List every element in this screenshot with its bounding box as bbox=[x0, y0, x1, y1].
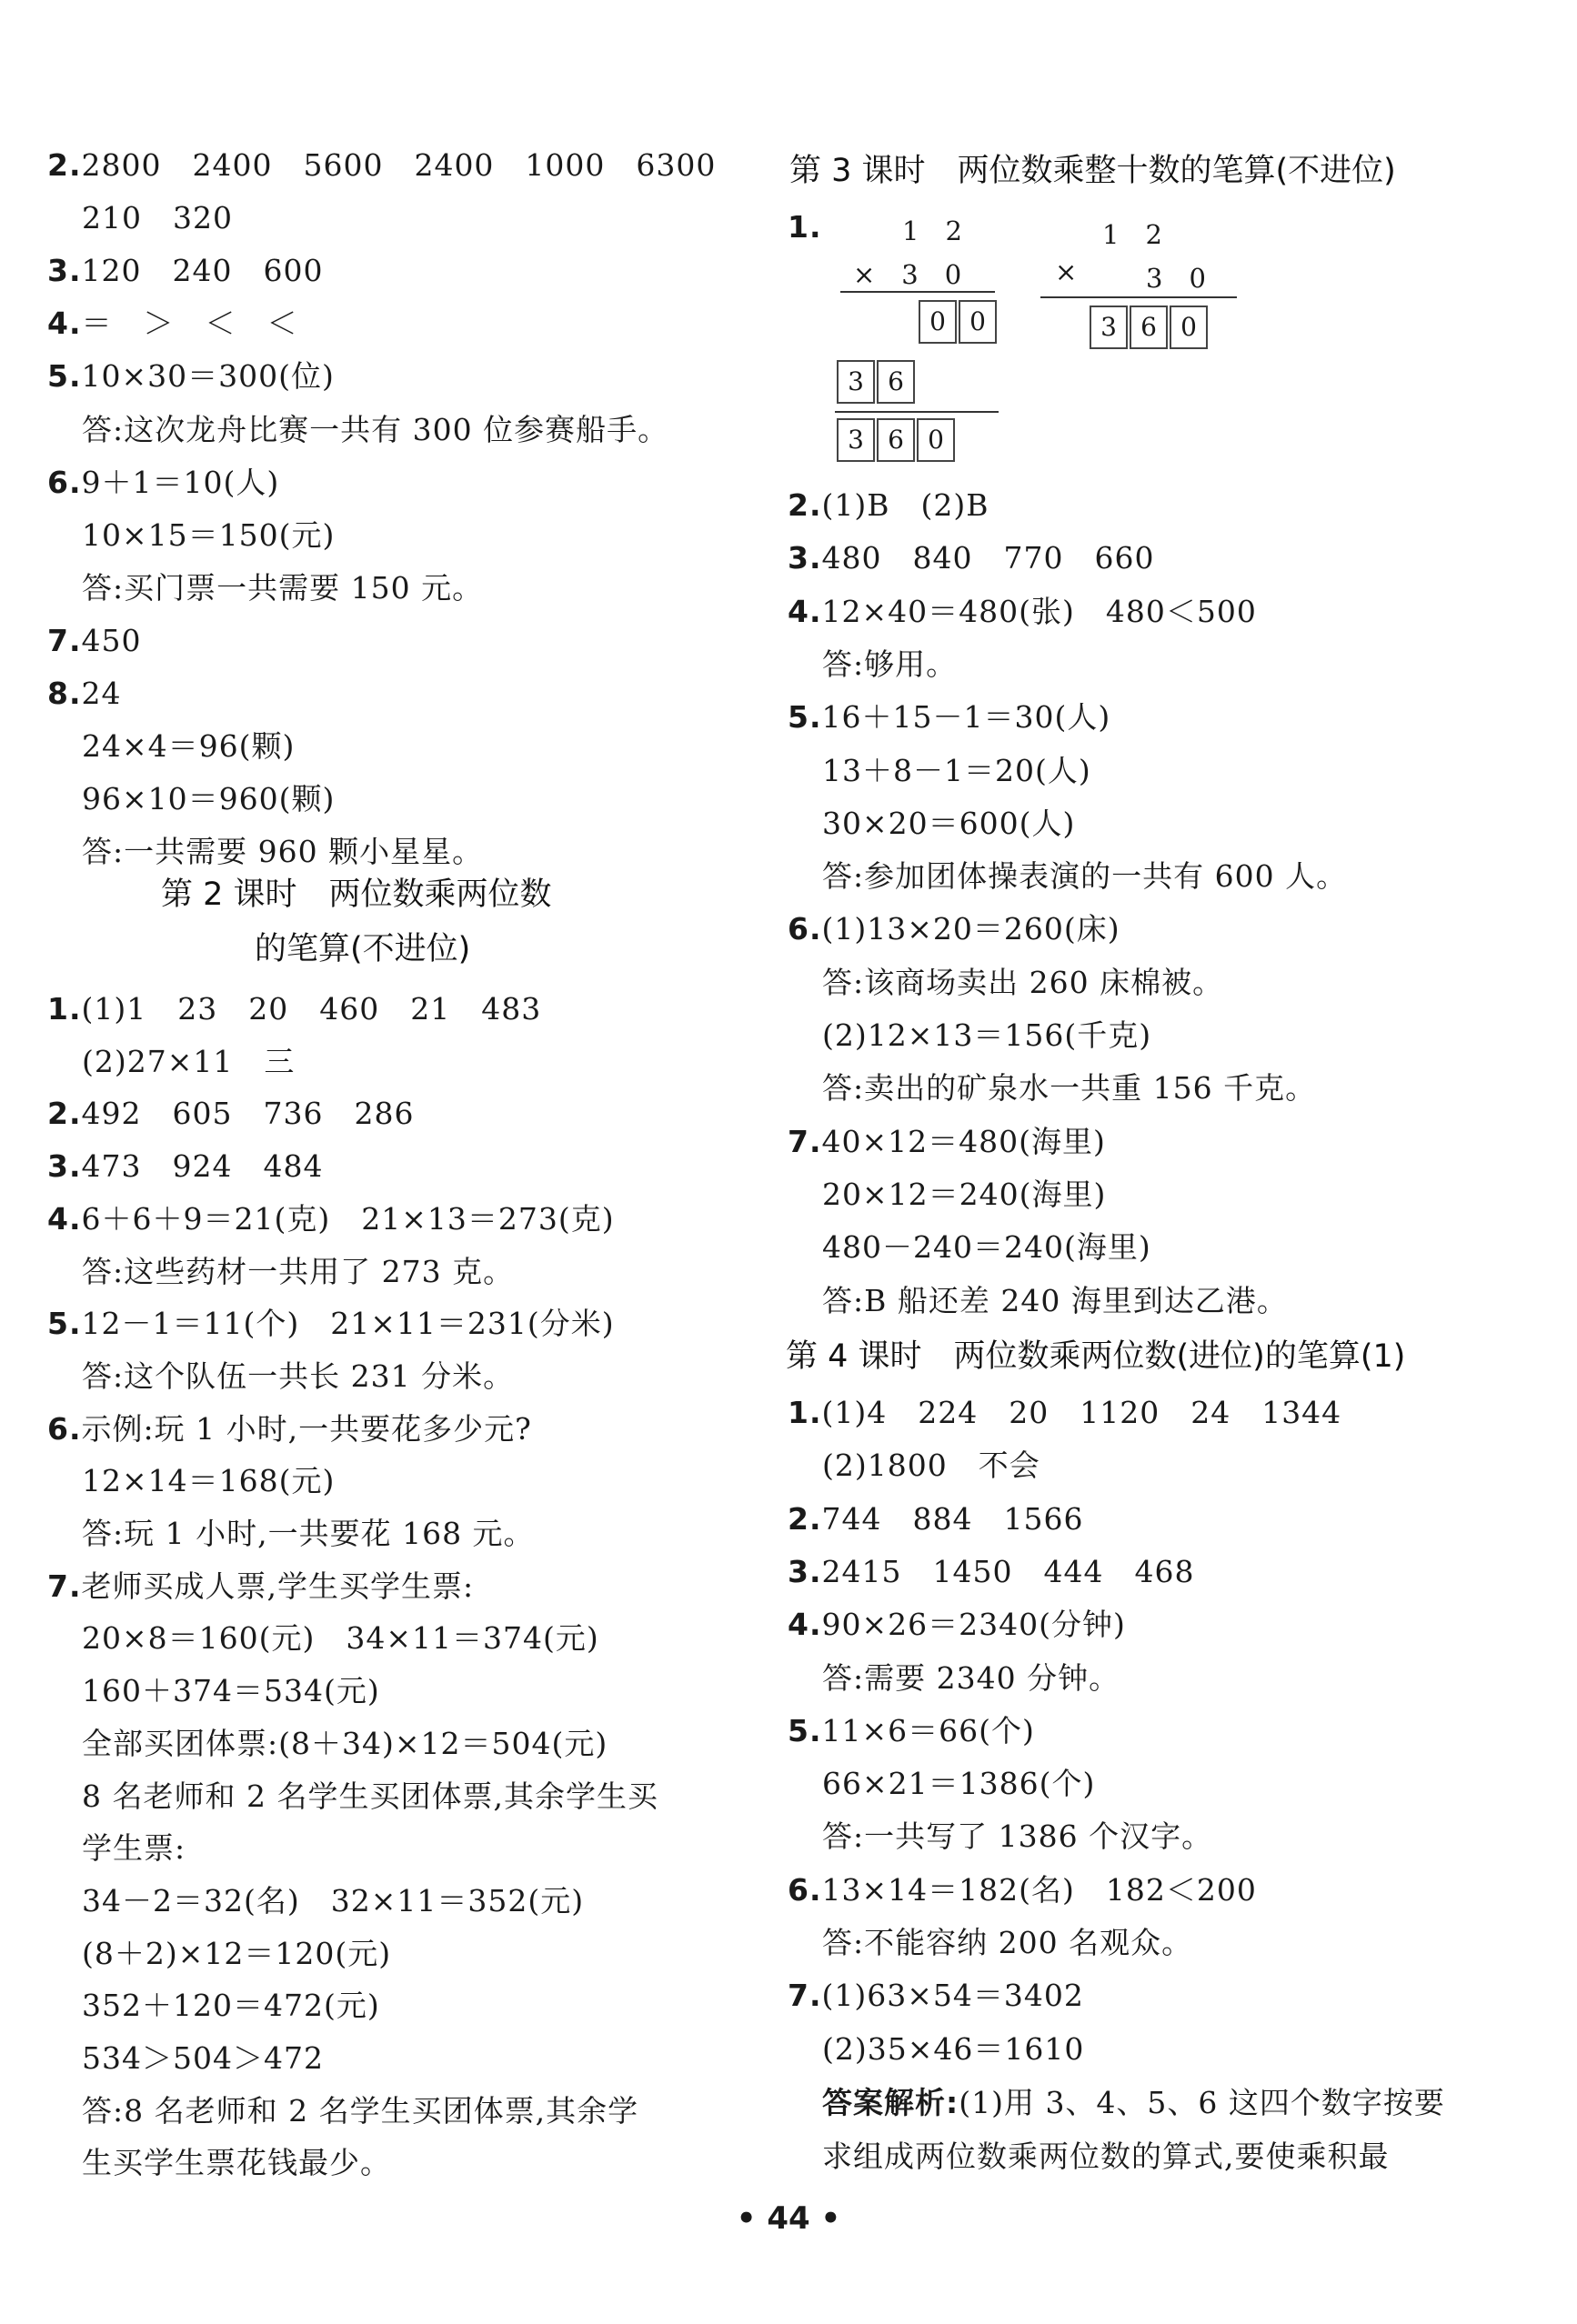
answer-text: 210 320 bbox=[82, 200, 233, 236]
answer-text: (1)63×54＝3402 bbox=[821, 1978, 1084, 2014]
calc1-rule-1 bbox=[840, 291, 995, 293]
answer-line bbox=[82, 412, 668, 448]
calc2-mult: 3 0 bbox=[1146, 263, 1206, 294]
answer-line bbox=[47, 147, 716, 184]
calc2-result-box: 3 bbox=[1090, 306, 1128, 349]
answer-line bbox=[82, 1726, 608, 1762]
answer-text: 34－2＝32(名) 32×11＝352(元) bbox=[82, 1882, 585, 1918]
calc1-top: 1 2 bbox=[902, 215, 962, 246]
answer-text: 160＋374＝534(元) bbox=[82, 1673, 380, 1709]
question-number: 5. bbox=[788, 1712, 822, 1748]
calc1-result-box: 6 bbox=[877, 418, 915, 462]
answer-text: (1)4 224 20 1120 24 1344 bbox=[821, 1395, 1342, 1430]
answer-text: 答:玩 1 小时,一共要花 168 元。 bbox=[82, 1516, 535, 1551]
answer-line bbox=[82, 1936, 391, 1972]
answer-line bbox=[788, 1978, 1084, 2014]
answer-text: 9＋1＝10(人) bbox=[81, 464, 280, 500]
answer-line bbox=[82, 2093, 638, 2129]
answer-line bbox=[82, 1883, 584, 1919]
answer-line bbox=[822, 2031, 1084, 2068]
answer-text: 24×4＝96(颗) bbox=[82, 728, 296, 765]
answer-line bbox=[788, 1713, 1035, 1749]
question-number: 3. bbox=[788, 540, 822, 576]
question-number: 2. bbox=[47, 1096, 82, 1132]
answer-line bbox=[82, 1778, 658, 1815]
answer-line bbox=[82, 2040, 324, 2077]
answer-line bbox=[82, 834, 483, 870]
answer-text: 13×14＝182(名) 182＜200 bbox=[821, 1871, 1257, 1908]
answer-line bbox=[822, 965, 1223, 1001]
answer-text: 20×8＝160(元) 34×11＝374(元) bbox=[82, 1620, 599, 1657]
answer-line bbox=[82, 1988, 380, 2024]
answer-line bbox=[788, 1395, 1341, 1431]
answer-text: 66×21＝1386(个) bbox=[822, 1766, 1096, 1802]
calc1-row2-box: 6 bbox=[877, 360, 915, 404]
answer-text: 答:B 船还差 240 海里到达乙港。 bbox=[822, 1282, 1288, 1318]
calc1-result-box: 3 bbox=[837, 418, 875, 462]
answer-text: 答:8 名老师和 2 名学生买团体票,其余学 bbox=[82, 2092, 639, 2129]
calc2-sign: × bbox=[1055, 256, 1078, 287]
calc1-row1-box: 0 bbox=[959, 300, 997, 344]
answer-text: 答:该商场卖出 260 床棉被。 bbox=[822, 964, 1224, 1000]
answer-line bbox=[788, 911, 1120, 947]
answer-text: 12×40＝480(张) 480＜500 bbox=[821, 593, 1257, 629]
answer-text: (2)35×46＝1610 bbox=[822, 2030, 1085, 2067]
question-number: 5. bbox=[788, 699, 822, 736]
question-number: 7. bbox=[47, 622, 82, 658]
answer-line bbox=[47, 676, 122, 712]
answer-line bbox=[82, 781, 335, 817]
answer-line bbox=[822, 1660, 1120, 1697]
answer-line bbox=[47, 991, 541, 1027]
answer-line bbox=[822, 753, 1091, 789]
answer-text: 12－1＝11(个) 21×11＝231(分米) bbox=[81, 1306, 615, 1342]
question-number: 4. bbox=[788, 593, 822, 629]
answer-text: (1)13×20＝260(床) bbox=[821, 911, 1120, 947]
answer-line bbox=[822, 858, 1347, 895]
answer-text: (1)B (2)B bbox=[821, 487, 989, 523]
answer-line bbox=[788, 1872, 1257, 1908]
answer-line bbox=[788, 1554, 1194, 1590]
answer-line bbox=[822, 1447, 1040, 1484]
calc1-row1-box: 0 bbox=[919, 300, 957, 344]
question-number: 1. bbox=[788, 1395, 822, 1430]
answer-line bbox=[822, 1766, 1095, 1802]
answer-text: (2)1800 不会 bbox=[822, 1447, 1040, 1484]
answer-line bbox=[822, 646, 957, 683]
calc2-top: 1 2 bbox=[1102, 219, 1162, 250]
calc1-rule-2 bbox=[835, 411, 999, 413]
question-number: 4. bbox=[47, 1200, 82, 1237]
question-number: 5. bbox=[47, 1306, 82, 1342]
answer-line bbox=[82, 1673, 380, 1709]
answer-line bbox=[47, 1201, 615, 1237]
answer-text: 学生票: bbox=[82, 1830, 186, 1867]
answer-line bbox=[822, 1070, 1316, 1107]
answer-line bbox=[47, 1148, 323, 1185]
answer-text: 8 名老师和 2 名学生买团体票,其余学生买 bbox=[82, 1778, 658, 1814]
answer-text: 答:卖出的矿泉水一共重 156 千克。 bbox=[822, 1070, 1317, 1107]
answer-text: (1)1 23 20 460 21 483 bbox=[81, 991, 542, 1027]
answer-text: 答:需要 2340 分钟。 bbox=[822, 1659, 1120, 1696]
answer-line bbox=[82, 1358, 514, 1395]
vertical-calc-2 bbox=[1039, 211, 1248, 366]
question-number: 4. bbox=[47, 306, 82, 342]
answer-text: (8＋2)×12＝120(元) bbox=[82, 1935, 392, 1971]
answer-line bbox=[82, 1254, 514, 1290]
answer-line bbox=[788, 1607, 1126, 1643]
answer-text: 2415 1450 444 468 bbox=[821, 1553, 1195, 1589]
answer-line bbox=[82, 517, 335, 554]
calc2-rule bbox=[1040, 296, 1237, 298]
question-number: 7. bbox=[788, 1978, 822, 2014]
answer-text: 生买学生票花钱最少。 bbox=[82, 2145, 391, 2181]
analysis-line-2: 求组成两位数乘两位数的算式,要使乘积最 bbox=[822, 2139, 1390, 2174]
answer-line bbox=[788, 487, 989, 524]
question-1-number: 1. bbox=[788, 209, 822, 245]
page-number: • 44 • bbox=[736, 2200, 841, 2237]
answer-text: 答:一共需要 960 颗小星星。 bbox=[82, 834, 484, 870]
answer-line bbox=[822, 1177, 1106, 1213]
question-number: 3. bbox=[47, 253, 82, 289]
answer-line bbox=[822, 1925, 1192, 1961]
answer-line bbox=[47, 1306, 615, 1342]
calc1-mult: × 3 0 bbox=[853, 259, 962, 290]
answer-line bbox=[47, 1411, 532, 1447]
calc1-result-box: 0 bbox=[917, 418, 955, 462]
answer-text: 答:一共写了 1386 个汉字。 bbox=[822, 1818, 1213, 1855]
lesson3-title: 第 3 课时 两位数乘整十数的笔算(不进位) bbox=[789, 153, 1396, 189]
answer-line bbox=[47, 253, 323, 289]
answer-line bbox=[82, 570, 483, 606]
answer-text: 13＋8－1＝20(人) bbox=[822, 752, 1091, 788]
answer-text: 492 605 736 286 bbox=[81, 1096, 415, 1132]
question-number: 8. bbox=[47, 676, 82, 711]
answer-text: 全部买团体票:(8＋34)×12＝504(元) bbox=[82, 1725, 608, 1761]
answer-line bbox=[47, 1096, 414, 1132]
answer-text: 示例:玩 1 小时,一共要花多少元? bbox=[81, 1410, 532, 1447]
answer-line bbox=[82, 1620, 599, 1657]
answer-line bbox=[822, 1818, 1212, 1855]
answer-text: 老师买成人票,学生买学生票: bbox=[81, 1568, 475, 1604]
analysis-label: 答案解析: bbox=[822, 2085, 959, 2120]
question-number: 2. bbox=[47, 147, 82, 183]
answer-text: 480 840 770 660 bbox=[821, 540, 1155, 576]
lesson2-title-line2: 的笔算(不进位) bbox=[255, 931, 471, 967]
answer-text: 2800 2400 5600 2400 1000 6300 bbox=[81, 147, 717, 183]
answer-line bbox=[822, 1229, 1151, 1266]
question-number: 6. bbox=[47, 1410, 82, 1447]
question-number: 3. bbox=[47, 1148, 82, 1185]
answer-line bbox=[788, 1124, 1106, 1160]
answer-text: 473 924 484 bbox=[81, 1148, 324, 1185]
answer-line bbox=[82, 728, 295, 765]
answer-line bbox=[47, 1568, 474, 1605]
question-number: 2. bbox=[788, 487, 822, 523]
answer-text: 480－240＝240(海里) bbox=[822, 1229, 1151, 1266]
calc1-row2-box: 3 bbox=[837, 360, 875, 404]
answer-text: 744 884 1566 bbox=[821, 1500, 1084, 1537]
answer-line bbox=[82, 1463, 335, 1499]
answer-text: 答:够用。 bbox=[822, 646, 958, 682]
answer-line bbox=[47, 358, 335, 395]
answer-line bbox=[788, 699, 1110, 736]
question-number: 6. bbox=[788, 911, 822, 947]
answer-text: 450 bbox=[81, 622, 142, 658]
answer-text: 120 240 600 bbox=[81, 253, 324, 289]
question-number: 3. bbox=[788, 1553, 822, 1589]
vertical-calc-1 bbox=[833, 207, 1015, 471]
answer-text: 16＋15－1＝30(人) bbox=[821, 699, 1111, 736]
answer-line bbox=[82, 1516, 535, 1552]
calc2-result-box: 0 bbox=[1170, 306, 1208, 349]
answer-text: (2)12×13＝156(千克) bbox=[822, 1017, 1152, 1053]
answer-text: 答:这次龙舟比赛一共有 300 位参赛船手。 bbox=[82, 411, 669, 447]
question-number: 6. bbox=[47, 464, 82, 500]
lesson2-title-line1: 第 2 课时 两位数乘两位数 bbox=[161, 877, 552, 913]
question-number: 2. bbox=[788, 1500, 822, 1537]
answer-text: 10×30＝300(位) bbox=[81, 358, 335, 395]
analysis-text-1: (1)用 3、4、5、6 这四个数字按要 bbox=[959, 2085, 1445, 2120]
question-number: 5. bbox=[47, 358, 82, 395]
answer-text: 90×26＝2340(分钟) bbox=[821, 1607, 1126, 1643]
answer-line bbox=[822, 1017, 1151, 1054]
question-number: 1. bbox=[47, 991, 82, 1027]
answer-line bbox=[47, 623, 142, 659]
answer-text: 10×15＝150(元) bbox=[82, 516, 336, 553]
calc2-result-box: 6 bbox=[1130, 306, 1168, 349]
answer-line bbox=[82, 2145, 391, 2181]
answer-line bbox=[788, 594, 1257, 630]
answer-line bbox=[47, 465, 279, 501]
answer-text: 40×12＝480(海里) bbox=[821, 1123, 1106, 1159]
answer-line bbox=[788, 1501, 1083, 1538]
answer-text: 11×6＝66(个) bbox=[821, 1712, 1035, 1748]
answer-line bbox=[822, 1283, 1288, 1319]
answer-line bbox=[82, 1044, 295, 1080]
answer-line bbox=[82, 200, 233, 236]
lesson4-title: 第 4 课时 两位数乘两位数(进位)的笔算(1) bbox=[786, 1338, 1406, 1375]
answer-line bbox=[822, 806, 1075, 842]
question-number: 7. bbox=[47, 1568, 82, 1604]
answer-line bbox=[788, 540, 1154, 576]
answer-text: 96×10＝960(颗) bbox=[82, 781, 336, 817]
answer-text: 20×12＝240(海里) bbox=[822, 1176, 1107, 1212]
answer-text: 答:参加团体操表演的一共有 600 人。 bbox=[822, 858, 1348, 895]
answer-text: 答:买门票一共需要 150 元。 bbox=[82, 569, 484, 606]
answer-text: 352＋120＝472(元) bbox=[82, 1988, 380, 2024]
analysis-line-1 bbox=[822, 2085, 1445, 2121]
answer-text: 答:这个队伍一共长 231 分米。 bbox=[82, 1357, 515, 1394]
answer-text: 30×20＝600(人) bbox=[822, 805, 1076, 841]
answer-text: 24 bbox=[81, 676, 122, 711]
answer-text: 534＞504＞472 bbox=[82, 2040, 324, 2076]
answer-line bbox=[82, 1830, 186, 1867]
answer-text: ＝ ＞ ＜ ＜ bbox=[81, 306, 298, 342]
answer-text: 6＋6＋9＝21(克) 21×13＝273(克) bbox=[81, 1200, 615, 1237]
answer-line bbox=[47, 306, 298, 342]
answer-text: (2)27×11 三 bbox=[82, 1043, 296, 1079]
answer-text: 答:这些药材一共用了 273 克。 bbox=[82, 1253, 515, 1289]
question-number: 6. bbox=[788, 1871, 822, 1908]
answer-text: 12×14＝168(元) bbox=[82, 1463, 336, 1499]
answer-text: 答:不能容纳 200 名观众。 bbox=[822, 1925, 1193, 1960]
question-number: 4. bbox=[788, 1607, 822, 1643]
question-number: 7. bbox=[788, 1123, 822, 1159]
